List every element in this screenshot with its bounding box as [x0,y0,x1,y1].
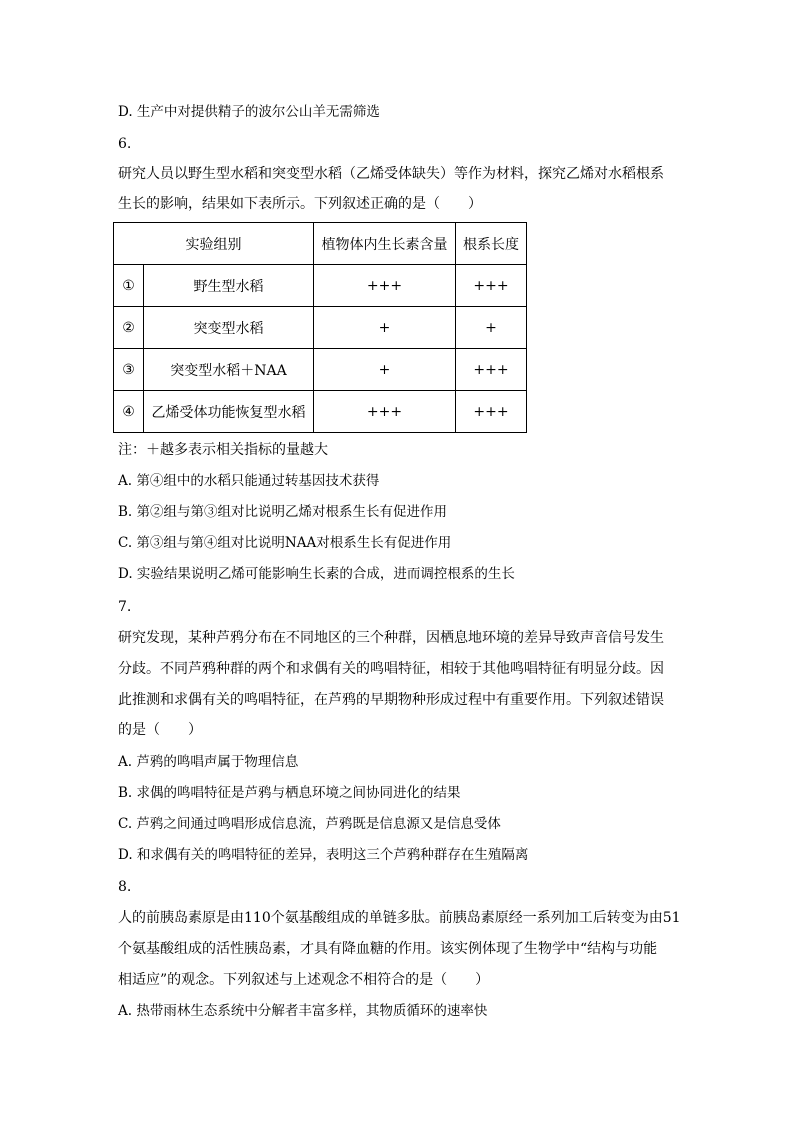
row-auxin: +++ [314,265,456,307]
row-root: +++ [456,391,527,433]
row-group: 野生型水稻 [144,265,314,307]
row-group: 乙烯受体功能恢复型水稻 [144,391,314,433]
row-root: +++ [456,349,527,391]
row-auxin: + [314,307,456,349]
table-row [114,265,527,307]
q6-option-c: C. 第③组与第④组对比说明NAA对根系生长有促进作用 [118,535,452,551]
q7-stem-line-4: 的是（ ） [118,722,202,738]
header-auxin: 植物体内生长素含量 [314,223,456,265]
experiment-table [113,222,527,433]
row-id: ③ [114,349,144,391]
row-root: +++ [456,265,527,307]
q6-number: 6. [118,136,132,152]
q7-option-d: D. 和求偶有关的鸣唱特征的差异，表明这三个芦鸦种群存在生殖隔离 [118,847,529,863]
row-id: ② [114,307,144,349]
q8-stem-line-3: 相适应”的观念。下列叙述与上述观念不相符合的是（ ） [118,972,490,988]
q6-note: 注：＋越多表示相关指标的量越大 [118,442,328,458]
q8-stem-line-2: 个氨基酸组成的活性胰岛素，才具有降血糖的作用。该实例体现了生物学中“结构与功能 [118,941,658,957]
q8-number: 8. [118,879,132,895]
q8-option-a: A. 热带雨林生态系统中分解者丰富多样，其物质循环的速率快 [118,1003,488,1019]
q7-stem-line-1: 研究发现，某种芦鸦分布在不同地区的三个种群，因栖息地环境的差异导致声音信号发生 [118,630,664,646]
row-group: 突变型水稻 [144,307,314,349]
q7-stem-line-2: 分歧。不同芦鸦种群的两个和求偶有关的鸣唱特征，相较于其他鸣唱特征有明显分歧。因 [118,661,664,677]
table-header-row [114,223,527,265]
row-id: ④ [114,391,144,433]
header-root: 根系长度 [456,223,527,265]
q6-option-d: D. 实验结果说明乙烯可能影响生长素的合成，进而调控根系的生长 [118,566,515,582]
header-group: 实验组别 [114,223,314,265]
table-row [114,349,527,391]
q6-option-b: B. 第②组与第③组对比说明乙烯对根系生长有促进作用 [118,504,448,520]
q7-option-c: C. 芦鸦之间通过鸣唱形成信息流，芦鸦既是信息源又是信息受体 [118,816,501,832]
q7-stem-line-3: 此推测和求偶有关的鸣唱特征，在芦鸦的早期物种形成过程中有重要作用。下列叙述错误 [118,692,664,708]
table-row [114,307,527,349]
q6-stem-line-2: 生长的影响，结果如下表所示。下列叙述正确的是（ ） [118,196,482,212]
q7-option-b: B. 求偶的鸣唱特征是芦鸦与栖息环境之间协同进化的结果 [118,785,461,801]
table-row [114,391,527,433]
q5-option-d: D. 生产中对提供精子的波尔公山羊无需筛选 [118,104,380,120]
row-id: ① [114,265,144,307]
q8-stem-line-1: 人的前胰岛素原是由110个氨基酸组成的单链多肽。前胰岛素原经一系列加工后转变为由51 [118,910,681,926]
q7-option-a: A. 芦鸦的鸣唱声属于物理信息 [118,754,299,770]
row-auxin: + [314,349,456,391]
row-group: 突变型水稻＋NAA [144,349,314,391]
row-auxin: +++ [314,391,456,433]
q7-number: 7. [118,599,132,615]
q6-option-a: A. 第④组中的水稻只能通过转基因技术获得 [118,473,380,489]
q6-stem-line-1: 研究人员以野生型水稻和突变型水稻（乙烯受体缺失）等作为材料，探究乙烯对水稻根系 [118,166,664,182]
row-root: + [456,307,527,349]
